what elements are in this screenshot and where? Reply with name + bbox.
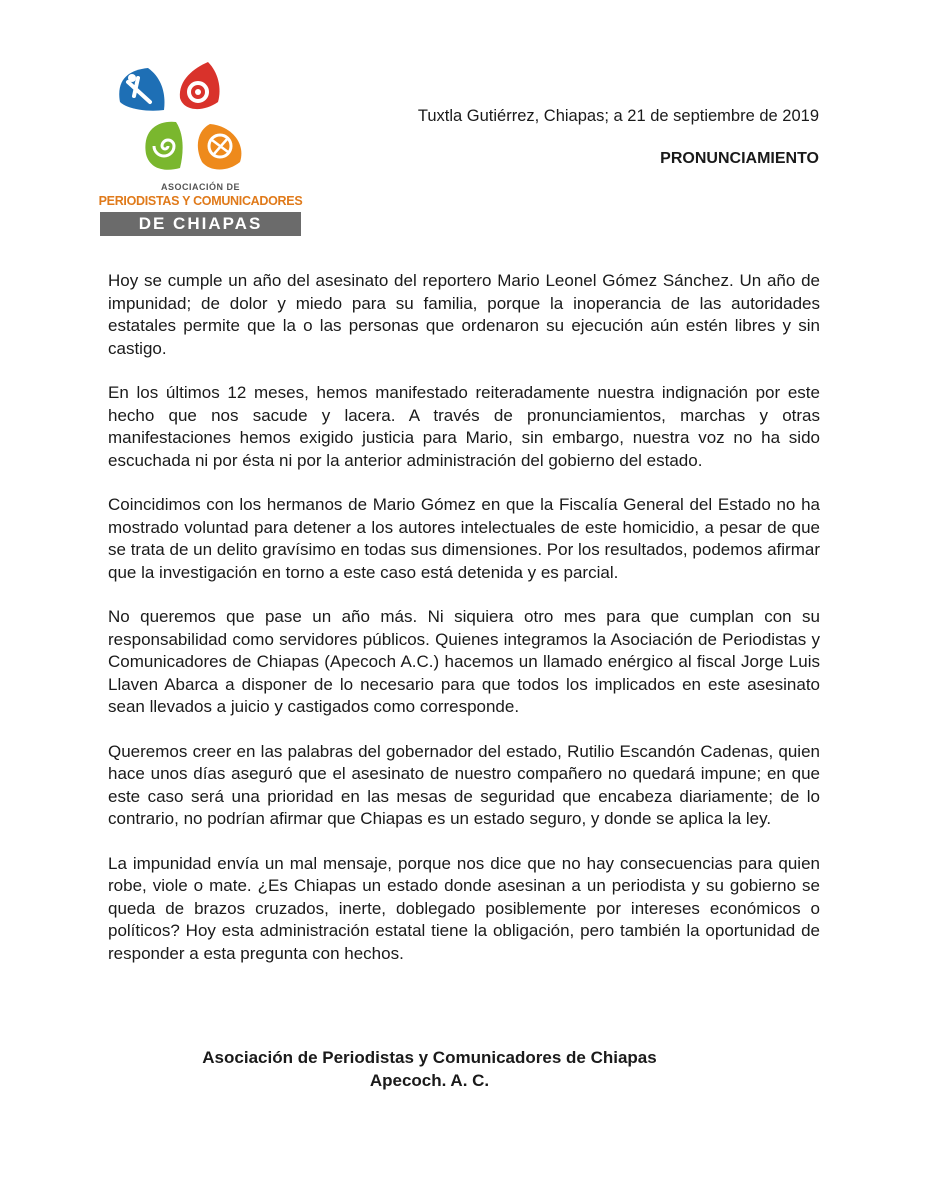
logo-emblem-icon xyxy=(98,58,303,182)
signature-organization: Asociación de Periodistas y Comunicadores de Chiapas xyxy=(202,1048,657,1067)
logo-text-line1: ASOCIACIÓN DE xyxy=(160,182,240,192)
signature-acronym: Apecoch. A. C. xyxy=(369,1071,490,1090)
document-body xyxy=(108,270,820,987)
logo-banner: DE CHIAPAS xyxy=(100,212,301,236)
association-logo xyxy=(98,58,303,238)
signature-block xyxy=(0,1046,929,1092)
paragraph: Coincidimos con los hermanos de Mario Gómez en que la Fiscalía General del Estado no ha mostrado voluntad para detener a los autores intelectuales de este homicidio, a pesar de que se trata de un delito gravísimo en todas sus dimensiones. Por los resultados, podemos afirmar que la investigación en torno a este caso está detenida y es parcial. xyxy=(108,495,820,582)
paragraph: Hoy se cumple un año del asesinato del reportero Mario Leonel Gómez Sánchez. Un año de impunidad; de dolor y miedo para su familia, porque la inoperancia de las autoridades estatales permite que la o las personas que ordenaron su ejecución aún estén libres y sin castigo. xyxy=(108,271,820,358)
paragraph: No queremos que pase un año más. Ni siquiera otro mes para que cumplan con su responsabilidad como servidores públicos. Quienes integramos la Asociación de Periodistas y Comunicadores de Chiapas (Apecoch A.C.) hacemos un llamado enérgico al fiscal Jorge Luis Llaven Abarca a disponer de lo necesario para que todos los implicados en este asesinato sean llevados a juicio y castigados como corresponde. xyxy=(108,607,820,716)
paragraph: La impunidad envía un mal mensaje, porque nos dice que no hay consecuencias para quien robe, viole o mate. ¿Es Chiapas un estado donde asesinan a un periodista y su gobierno se queda de brazos cruzados, inerte, doblegado posiblemente por intereses económicos o políticos? Hoy esta administración estatal tiene la obligación, pero también la oportunidad de responder a esta pregunta con hechos. xyxy=(108,853,820,963)
place-and-date: Tuxtla Gutiérrez, Chiapas; a 21 de septiembre de 2019 xyxy=(417,107,819,125)
paragraph: En los últimos 12 meses, hemos manifestado reiteradamente nuestra indignación por este hecho que nos sacude y lacera. A través de pronunciamientos, marchas y otras manifestaciones hemos exigido justicia para Mario, sin embargo, nuestra voz no ha sido escuchada ni por ésta ni por la anterior administración del gobierno del estado. xyxy=(108,383,820,470)
paragraph: Queremos creer en las palabras del gobernador del estado, Rutilio Escandón Cadenas, quien hace unos días aseguró que el asesinato de nuestro compañero no quedará impune; en que este caso será una prioridad en las mesas de seguridad que encabeza diariamente; de lo contrario, no podrían afirmar que Chiapas es un estado seguro, y donde se aplica la ley. xyxy=(108,741,820,828)
document-title: PRONUNCIAMIENTO xyxy=(660,150,819,167)
logo-text-line2: PERIODISTAS Y COMUNICADORES xyxy=(98,194,303,208)
